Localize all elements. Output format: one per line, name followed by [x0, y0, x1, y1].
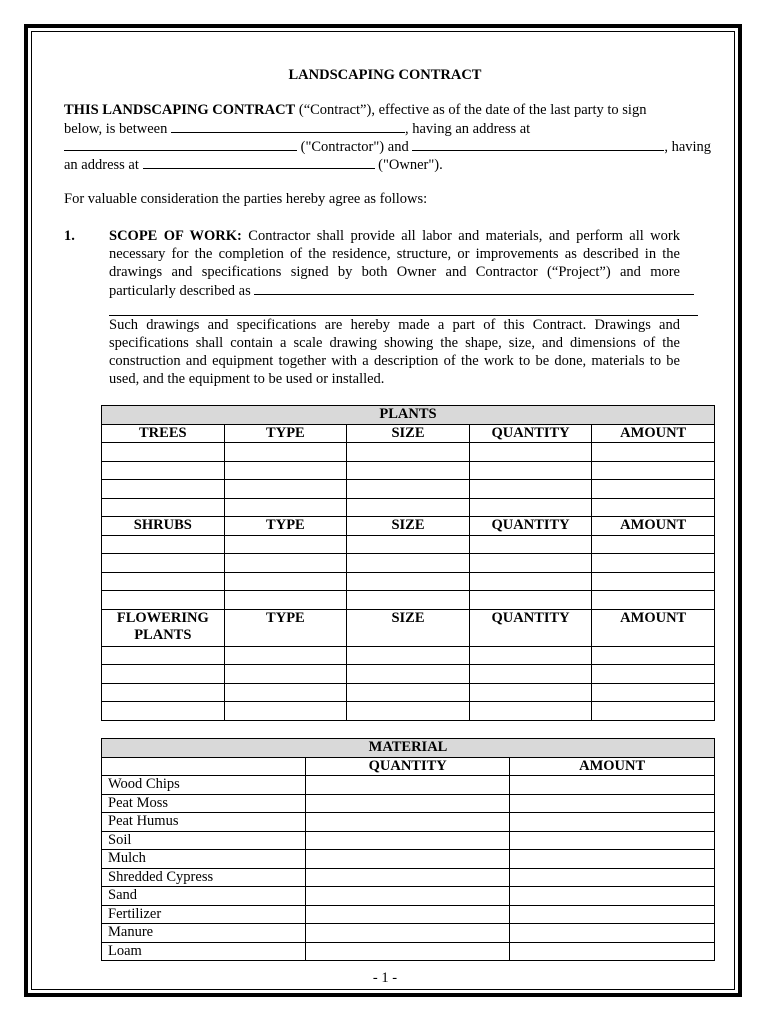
material-row[interactable]	[102, 942, 715, 961]
table-row[interactable]	[102, 665, 715, 684]
material-row[interactable]	[102, 776, 715, 795]
table-row[interactable]	[102, 646, 715, 665]
material-row[interactable]	[102, 868, 715, 887]
col-amount: AMOUNT	[592, 517, 715, 536]
col-shrubs: SHRUBS	[102, 517, 225, 536]
col-quantity: QUANTITY	[306, 757, 510, 776]
document-title: LANDSCAPING CONTRACT	[288, 67, 482, 83]
material-quantity-cell[interactable]	[306, 924, 510, 943]
col-trees: TREES	[102, 424, 225, 443]
material-item-label: Fertilizer	[102, 905, 306, 924]
intro-line3-end: , having	[664, 139, 712, 155]
intro-line4-text: an address at	[64, 157, 143, 173]
material-quantity-cell[interactable]	[306, 942, 510, 961]
project-description-blank-2[interactable]	[109, 299, 698, 316]
material-item-label: Wood Chips	[102, 776, 306, 795]
col-type: TYPE	[224, 424, 347, 443]
section-1-para2-line-4: used, and the equipment to be used or installed.	[109, 371, 385, 387]
section-1-para2-line-1: Such drawings and specifications are hereby made a part of this Contract. Drawings and	[109, 317, 680, 333]
material-quantity-cell[interactable]	[306, 794, 510, 813]
col-type: TYPE	[224, 517, 347, 536]
project-description-blank[interactable]	[254, 281, 694, 295]
material-amount-cell[interactable]	[510, 813, 715, 832]
material-amount-cell[interactable]	[510, 776, 715, 795]
table-row[interactable]	[102, 683, 715, 702]
material-amount-cell[interactable]	[510, 924, 715, 943]
contractor-address-blank[interactable]	[64, 137, 297, 151]
material-quantity-cell[interactable]	[306, 813, 510, 832]
col-flowering-plants: FLOWERING PLANTS	[102, 609, 225, 646]
col-size: SIZE	[347, 424, 470, 443]
material-quantity-cell[interactable]	[306, 776, 510, 795]
material-amount-cell[interactable]	[510, 942, 715, 961]
material-row[interactable]	[102, 924, 715, 943]
material-row[interactable]	[102, 887, 715, 906]
table-row[interactable]	[102, 554, 715, 573]
section-1-line-4	[109, 281, 694, 300]
intro-line-4	[64, 155, 443, 174]
material-item-label: Manure	[102, 924, 306, 943]
second-party-name-blank[interactable]	[412, 137, 664, 151]
material-row[interactable]	[102, 813, 715, 832]
intro-bold-lead: THIS LANDSCAPING CONTRACT	[64, 102, 296, 118]
described-as-label: particularly described as	[109, 283, 255, 299]
material-amount-cell[interactable]	[510, 887, 715, 906]
table-row[interactable]	[102, 480, 715, 499]
material-row[interactable]	[102, 831, 715, 850]
material-amount-cell[interactable]	[510, 905, 715, 924]
intro-line1-text: (“Contract”), effective as of the date of the last party to sign	[295, 102, 647, 118]
material-row[interactable]	[102, 850, 715, 869]
section-1-para2-line-2: specifications shall contain a scale drawing showing the shape, size, and dimensions of the	[109, 335, 680, 351]
material-amount-cell[interactable]	[510, 868, 715, 887]
material-item-label: Loam	[102, 942, 306, 961]
col-quantity: QUANTITY	[469, 517, 592, 536]
material-row[interactable]	[102, 794, 715, 813]
col-quantity: QUANTITY	[469, 609, 592, 646]
intro-line2-end: , having an address at	[404, 121, 531, 137]
section-1-number: 1.	[64, 228, 75, 244]
plants-table	[101, 405, 715, 721]
material-item-label: Shredded Cypress	[102, 868, 306, 887]
material-item-label: Soil	[102, 831, 306, 850]
intro-line-1	[64, 101, 646, 119]
material-amount-cell[interactable]	[510, 831, 715, 850]
intro-line2-text: below, is between	[64, 121, 171, 137]
material-amount-cell[interactable]	[510, 794, 715, 813]
table-row[interactable]	[102, 461, 715, 480]
material-title: MATERIAL	[102, 739, 715, 758]
material-quantity-cell[interactable]	[306, 850, 510, 869]
col-amount: AMOUNT	[592, 424, 715, 443]
material-row[interactable]	[102, 905, 715, 924]
material-quantity-cell[interactable]	[306, 831, 510, 850]
first-party-name-blank[interactable]	[171, 119, 405, 133]
material-table	[101, 738, 715, 961]
col-size: SIZE	[347, 517, 470, 536]
trees-header-row	[102, 424, 715, 443]
intro-line3-text: ("Contractor") and	[297, 139, 413, 155]
material-amount-cell[interactable]	[510, 850, 715, 869]
material-item-label: Sand	[102, 887, 306, 906]
section-1-line-1	[109, 227, 680, 245]
intro-line-3	[64, 137, 711, 156]
col-type: TYPE	[224, 609, 347, 646]
intro-line-2	[64, 119, 530, 138]
intro-line4-end: ("Owner").	[374, 157, 443, 173]
table-row[interactable]	[102, 572, 715, 591]
table-row[interactable]	[102, 498, 715, 517]
table-row[interactable]	[102, 535, 715, 554]
table-row[interactable]	[102, 702, 715, 721]
col-size: SIZE	[347, 609, 470, 646]
plants-title: PLANTS	[102, 406, 715, 425]
page-number: - 1 -	[372, 970, 398, 986]
material-quantity-cell[interactable]	[306, 887, 510, 906]
section-1-para2-line-3: construction and equipment together with a description of the work to be done, materials to be	[109, 353, 680, 369]
material-quantity-cell[interactable]	[306, 905, 510, 924]
col-material	[102, 757, 306, 776]
material-header-row	[102, 757, 715, 776]
flowering-plants-header-row	[102, 609, 715, 646]
shrubs-header-row	[102, 517, 715, 536]
material-item-label: Peat Moss	[102, 794, 306, 813]
section-1-line-3: drawings and specifications signed by both Owner and Contractor (“Project”) and more	[109, 264, 680, 280]
col-amount: AMOUNT	[592, 609, 715, 646]
material-item-label: Mulch	[102, 850, 306, 869]
material-quantity-cell[interactable]	[306, 868, 510, 887]
section-1-heading: SCOPE OF WORK:	[109, 228, 242, 244]
section-1-line1-text: Contractor shall provide all labor and materials, and perform all work	[241, 228, 680, 244]
col-quantity: QUANTITY	[469, 424, 592, 443]
consideration-text: For valuable consideration the parties hereby agree as follows:	[64, 191, 428, 207]
material-item-label: Peat Humus	[102, 813, 306, 832]
table-row[interactable]	[102, 443, 715, 462]
section-1-line-2: necessary for the completion of the residence, structure, or improvements as described in the	[109, 246, 680, 262]
table-row[interactable]	[102, 591, 715, 610]
owner-address-blank[interactable]	[143, 155, 375, 169]
col-amount: AMOUNT	[510, 757, 715, 776]
